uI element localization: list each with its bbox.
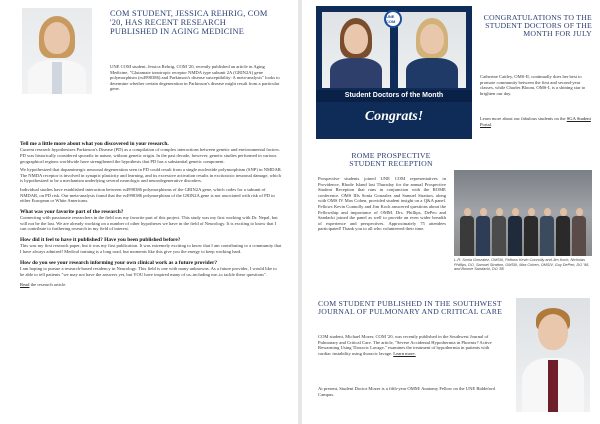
catherine-cattley-photo xyxy=(322,12,390,88)
pulmonary-title: COM STUDENT PUBLISHED IN THE SOUTHWEST JOURNAL OF PULMONARY AND CRITICAL CARE xyxy=(318,299,503,317)
qa-answer-3: This was my first research paper, but it was my first publication. It was extremely exciting to know that I am contributing to a community that I have always admired! Medical training is a long road, but moments like this give you the energy to keep working hard. xyxy=(20,243,282,254)
read-research-link[interactable]: Read xyxy=(20,282,30,288)
qa-answer-1b: We hypothesized that dopaminergic neuronal degeneration seen in PD could result from a single nucleotide polymorphism (SNP) in NMDAR. The NMDA receptor is involved in synaptic plasticity and learning, and its excessive activation results in excitotoxic neuronal damage, which is hypothesized to be a mechanism underlying several neurologic and neurodegenerative disorders. xyxy=(20,167,282,184)
qa-answer-1c: Individual studies have established interaction between rs4998386 polymorphisms of the GRIN2A gene, which codes for a subunit of NMDAR, on PD risk. Our meta-analysis found that the rs4998386 polymorphism of the GRIN2A gene is not associated with risk of PD in either European or White Americans. xyxy=(20,186,275,204)
qa-answer-2: Connecting with passionate researchers in the field was my favorite part of this project. This study was my first working with Dr. Nepal, but will not be the last. We are already working on a number of other hypotheses we have in the field of Neurology. It is exciting to know that I can contribute to furthering research in my field of interest. xyxy=(20,215,278,232)
rehrig-feature-title: COM STUDENT, JESSICA REHRIG, COM '20, HAS RECENT RESEARCH PUBLISHED IN AGING MEDICINE xyxy=(110,9,268,36)
person xyxy=(556,208,570,256)
rehrig-feature-intro: UNE COM student, Jessica Rehrig, COM '20, recently published an article in Aging Medicine, "Glutamate ionotropic receptor NMDA type subunit 2A (GRIN2A) gene polymorphism (rs4998386) and Parkinson's disease susceptibility: A meta-analysis" looks to determine whether certain degeneration in Parkinson's disease might result from a particular gene. xyxy=(110,64,280,92)
sdm-more-pre: Learn more about our fabulous students on the xyxy=(480,116,567,121)
sdm-banner: Student Doctors of the Month xyxy=(316,90,472,102)
sdm-title: CONGRATULATIONS TO THE STUDENT DOCTORS OF THE MONTH FOR JULY xyxy=(483,13,592,39)
pulmonary-body-text: COM student, Michael Mozer, COM '20, was recently published in the Southwest Journal of Pulmonary and Critical Care. The article, "Severe Accidental Hypothermia in Phoenix? Active Rewarming Using Thoracic Lavage," examines the treatment of hypothermia in patients with cardiac instability using thoracic lavage. xyxy=(318,334,492,356)
reception-group-photo xyxy=(454,170,592,256)
sdm-graphic xyxy=(316,6,472,139)
reception-body: Prospective students joined UNE COM representatives in Providence, Rhode Island last Thursday for the annual Prospective Student Reception that runs in conjunction with the ROME conference. OMS IIIs Sonia Gonzalez and Samuel Stratton, along with OMS IV Max Cohen, provided student insight on a Q&A panel. Fellows Kevin Connolly and Jim Koch answered questions about the Fellowship and importance of OMM. Drs. Phillips, DePeo and Sandacki joined the panel as well to provide an even wider breadth of experience and perspectives. Approximately 75 attendees participated! Thank you to all who volunteered their time. xyxy=(318,176,446,232)
qa-question-1: Tell me a little more about what you discovered in your research. xyxy=(20,141,169,147)
read-more-line xyxy=(20,282,282,288)
right-page xyxy=(302,0,600,424)
congrats-text: Congrats! xyxy=(364,109,424,124)
sdm-body: Catherine Cattley, OMS-II, continually does her best to promote community between the first and second-year classes, while Charles Bloom, OMS-I, is a shining star to brighten our day. xyxy=(480,74,586,96)
jessica-rehrig-photo xyxy=(22,8,92,94)
sga-portal-link[interactable]: SGA Student Portal xyxy=(480,116,591,127)
michael-mozer-photo xyxy=(516,298,590,412)
pulmonary-body xyxy=(318,334,498,356)
qa-answer-1a: Current research hypothesizes Parkinson's Disease (PD) as a compilation of complex interactions between genetic and environmental factors. PD was historically considered sporadic in nature, without genetic origin. In the past decade, however, genetic studies performed in various geographical regions worldwide have strengthened the hypothesis that PD has a substantial genetic component. xyxy=(20,147,280,164)
person xyxy=(540,208,554,256)
reception-caption: L-R: Sonia Gonzalez, OMSIII, Fellows Kevin Connolly and Jim Koch, Nicholas Phillips, DO, Samuel Stratton, OMSIII, Max Cohen, OMSIV, Guy DePeo, DO '98, and Bonnie Sandacki, DO '88 xyxy=(454,258,590,272)
reception-title: ROME PROSPECTIVE STUDENT RECEPTION xyxy=(349,151,433,169)
person xyxy=(492,208,506,256)
read-more-rest: the research article. xyxy=(29,282,67,288)
person xyxy=(508,208,522,256)
person xyxy=(476,208,490,256)
person xyxy=(572,208,586,256)
seal-label: UNE COM xyxy=(386,14,396,24)
qa-section xyxy=(20,141,282,288)
qa-question-3: How did it feel to have it published? Have you been published before? xyxy=(20,236,181,243)
person xyxy=(460,208,474,256)
person xyxy=(524,208,538,256)
une-com-seal-icon xyxy=(384,10,402,28)
pulmonary-learn-more-link[interactable]: Learn more. xyxy=(393,350,416,356)
qa-answer-4: I am hoping to pursue a research-based residency in Neurology. This field is one with many unknowns. As a future provider, I would like to be able to tell patients "we may not have the answers yet, but YOU have inspired many of us–including me–to tackle these questions". xyxy=(20,265,277,277)
qa-question-2: What was your favorite part of the research? xyxy=(20,208,124,215)
charles-bloom-photo xyxy=(398,12,466,88)
sdm-more-post: . xyxy=(490,121,493,127)
sdm-more xyxy=(480,116,592,127)
qa-question-4: How do you see your research informing your own clinical work as a future provider? xyxy=(20,259,218,266)
pulmonary-body-2: At present, Student Doctor Mozer is a fifth-year OMM/ Anatomy Fellow on the UNE Biddeford Campus. xyxy=(318,386,495,397)
left-page xyxy=(0,0,298,424)
